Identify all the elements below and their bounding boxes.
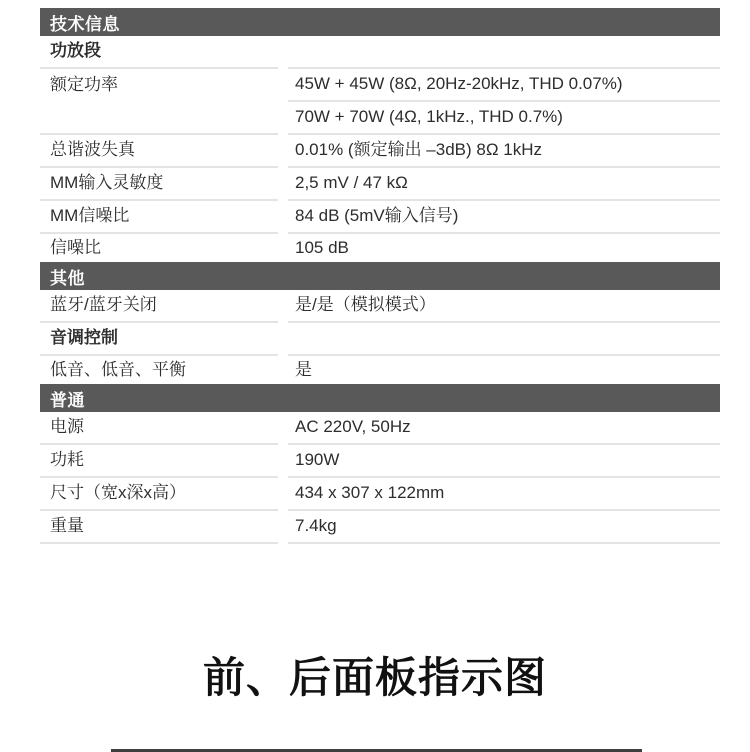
spec-value: [288, 36, 720, 69]
spec-row: [40, 511, 720, 544]
spec-label: 重量: [40, 511, 278, 544]
spec-label: 额定功率: [50, 75, 118, 95]
spec-label: 音调控制: [40, 323, 278, 356]
spec-row: [40, 356, 720, 384]
spec-value: 45W + 45W (8Ω, 20Hz-20kHz, THD 0.07%): [288, 69, 720, 102]
spec-label: 信噪比: [50, 237, 101, 257]
spec-label: 电源: [40, 412, 278, 445]
spec-value: AC 220V, 50Hz: [288, 412, 720, 445]
spec-row: [40, 168, 720, 201]
spec-row: [40, 412, 720, 445]
spec-value: 是: [295, 359, 312, 379]
spec-row: [40, 478, 720, 511]
spec-value: 70W + 70W (4Ω, 1kHz., THD 0.7%): [288, 102, 720, 135]
spec-value: 190W: [288, 445, 720, 478]
section-header: 技术信息: [40, 8, 720, 36]
panel-diagram-heading: 前、后面板指示图: [202, 654, 547, 701]
spec-row: [40, 36, 720, 69]
spec-row: [40, 69, 720, 102]
spec-row: [40, 323, 720, 356]
spec-label: 蓝牙/蓝牙关闭: [40, 290, 278, 323]
spec-value: 2,5 mV / 47 kΩ: [288, 168, 720, 201]
spec-table: [40, 8, 720, 544]
spec-label: 功放段: [40, 36, 278, 69]
spec-row: [40, 234, 720, 262]
spec-label: 总谐波失真: [40, 135, 278, 168]
spec-label: MM信噪比: [40, 201, 278, 234]
spec-row: [40, 135, 720, 168]
spec-value: 是/是（模拟模式）: [288, 290, 720, 323]
spec-value: 105 dB: [295, 237, 349, 257]
spec-value: 434 x 307 x 122mm: [288, 478, 720, 511]
spec-value: [288, 323, 720, 356]
section-header: 其他: [40, 262, 720, 290]
spec-label: 尺寸（宽x深x高）: [40, 478, 278, 511]
spec-label: [40, 102, 278, 135]
spec-value: 7.4kg: [288, 511, 720, 544]
spec-label: 低音、低音、平衡: [50, 359, 186, 379]
spec-row: [40, 102, 720, 135]
spec-label: MM输入灵敏度: [40, 168, 278, 201]
spec-label: 功耗: [40, 445, 278, 478]
spec-value: 0.01% (额定输出 –3dB) 8Ω 1kHz: [288, 135, 720, 168]
section-header: 普通: [40, 384, 720, 412]
spec-row: [40, 445, 720, 478]
spec-value: 84 dB (5mV输入信号): [288, 201, 720, 234]
spec-row: [40, 201, 720, 234]
spec-row: [40, 290, 720, 323]
